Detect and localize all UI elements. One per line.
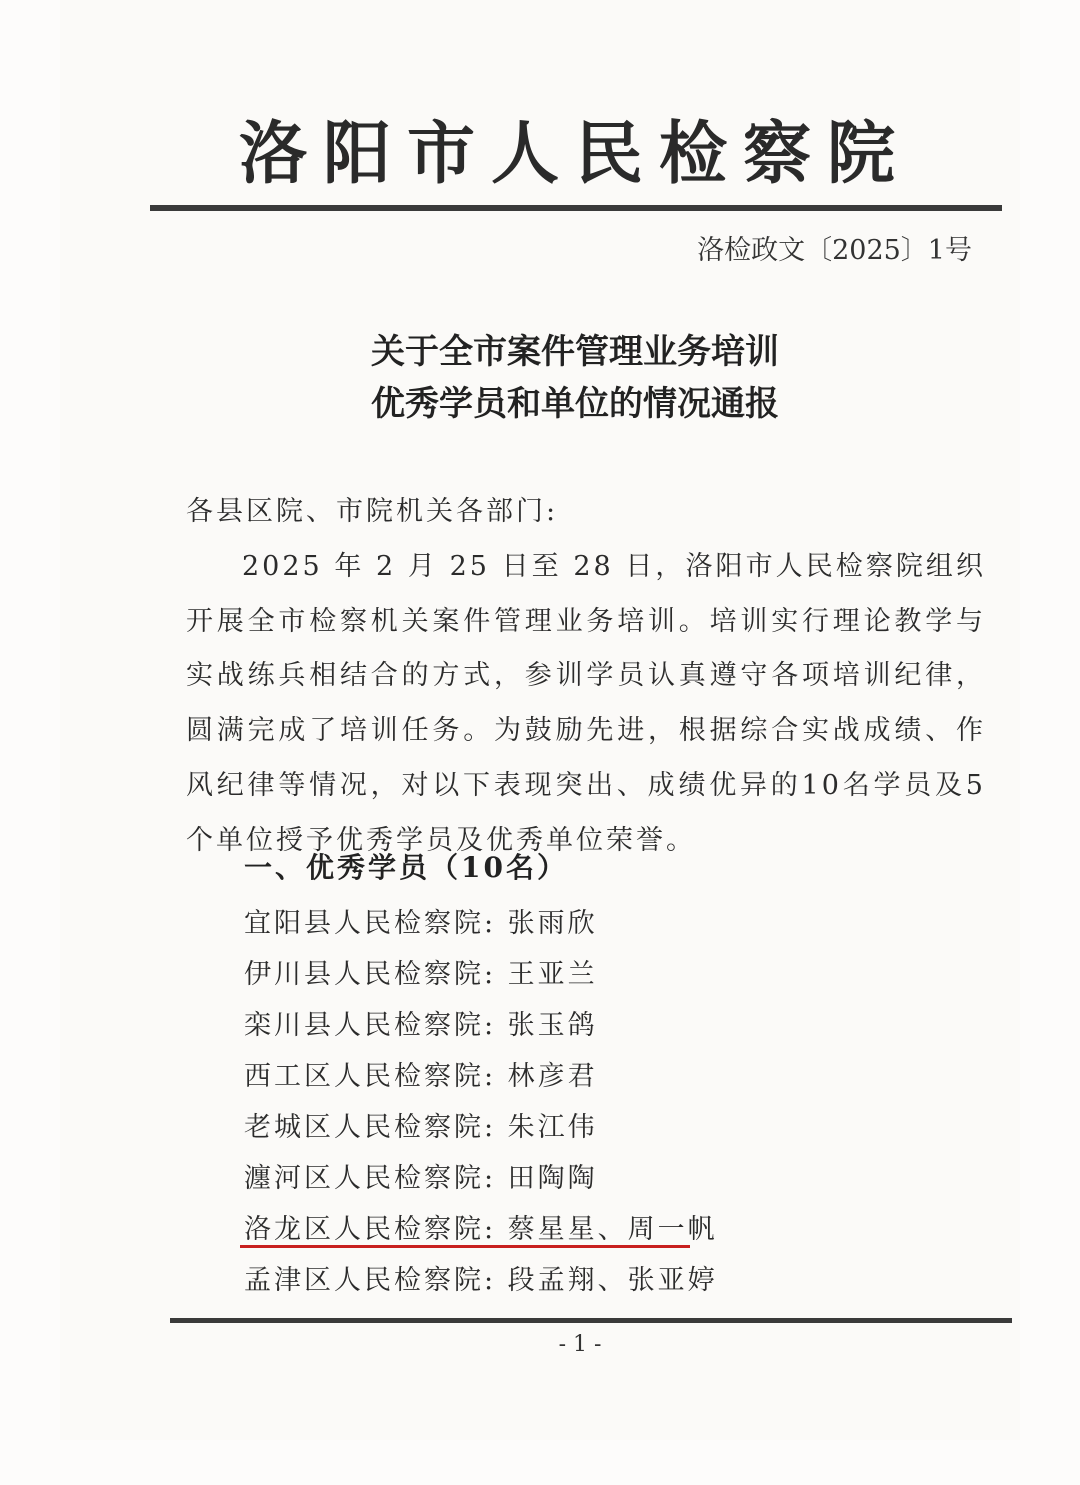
salutation: 各县区院、市院机关各部门: [186, 496, 559, 527]
title-line-2: 优秀学员和单位的情况通报 [371, 384, 779, 424]
list-item: 栾川县人民检察院: 张玉鸽 [244, 1010, 598, 1041]
document-body [186, 485, 986, 869]
highlight-underline [240, 1245, 690, 1248]
list-item: 伊川县人民检察院: 王亚兰 [244, 959, 598, 990]
list-item: 老城区人民检察院: 朱江伟 [244, 1112, 598, 1143]
document-title [150, 326, 1000, 430]
list-item: 宜阳县人民检察院: 张雨欣 [244, 908, 598, 939]
document-number: 洛检政文〔2025〕1号 [697, 235, 972, 266]
section-heading-outstanding-trainees: 一、优秀学员（10名） [244, 851, 568, 884]
title-line-1: 关于全市案件管理业务培训 [371, 332, 779, 372]
list-item: 孟津区人民检察院: 段孟翔、张亚婷 [244, 1265, 718, 1296]
list-item: 西工区人民检察院: 林彦君 [244, 1061, 598, 1092]
list-item: 瀍河区人民检察院: 田陶陶 [244, 1163, 598, 1194]
issuing-authority-header: 洛阳市人民检察院 [238, 114, 911, 194]
list-item-highlighted: 洛龙区人民检察院: 蔡星星、周一帆 [244, 1214, 718, 1245]
body-paragraph: 2025 年 2 月 25 日至 28 日，洛阳市人民检察院组织开展全市检察机关案件管理业务培训。培训实行理论教学与实战练兵相结合的方式，参训学员认真遵守各项培训纪律，圆满完成了培训任务。为鼓励先进，根据综合实战成绩、作风纪律等情况，对以下表现突出、成绩优异的10名学员及5个单位授予优秀学员及优秀单位荣誉。 [186, 550, 986, 856]
page-number: - 1 - [558, 1332, 602, 1357]
header-divider-rule [150, 205, 1002, 211]
footer-divider-rule [170, 1318, 1012, 1323]
